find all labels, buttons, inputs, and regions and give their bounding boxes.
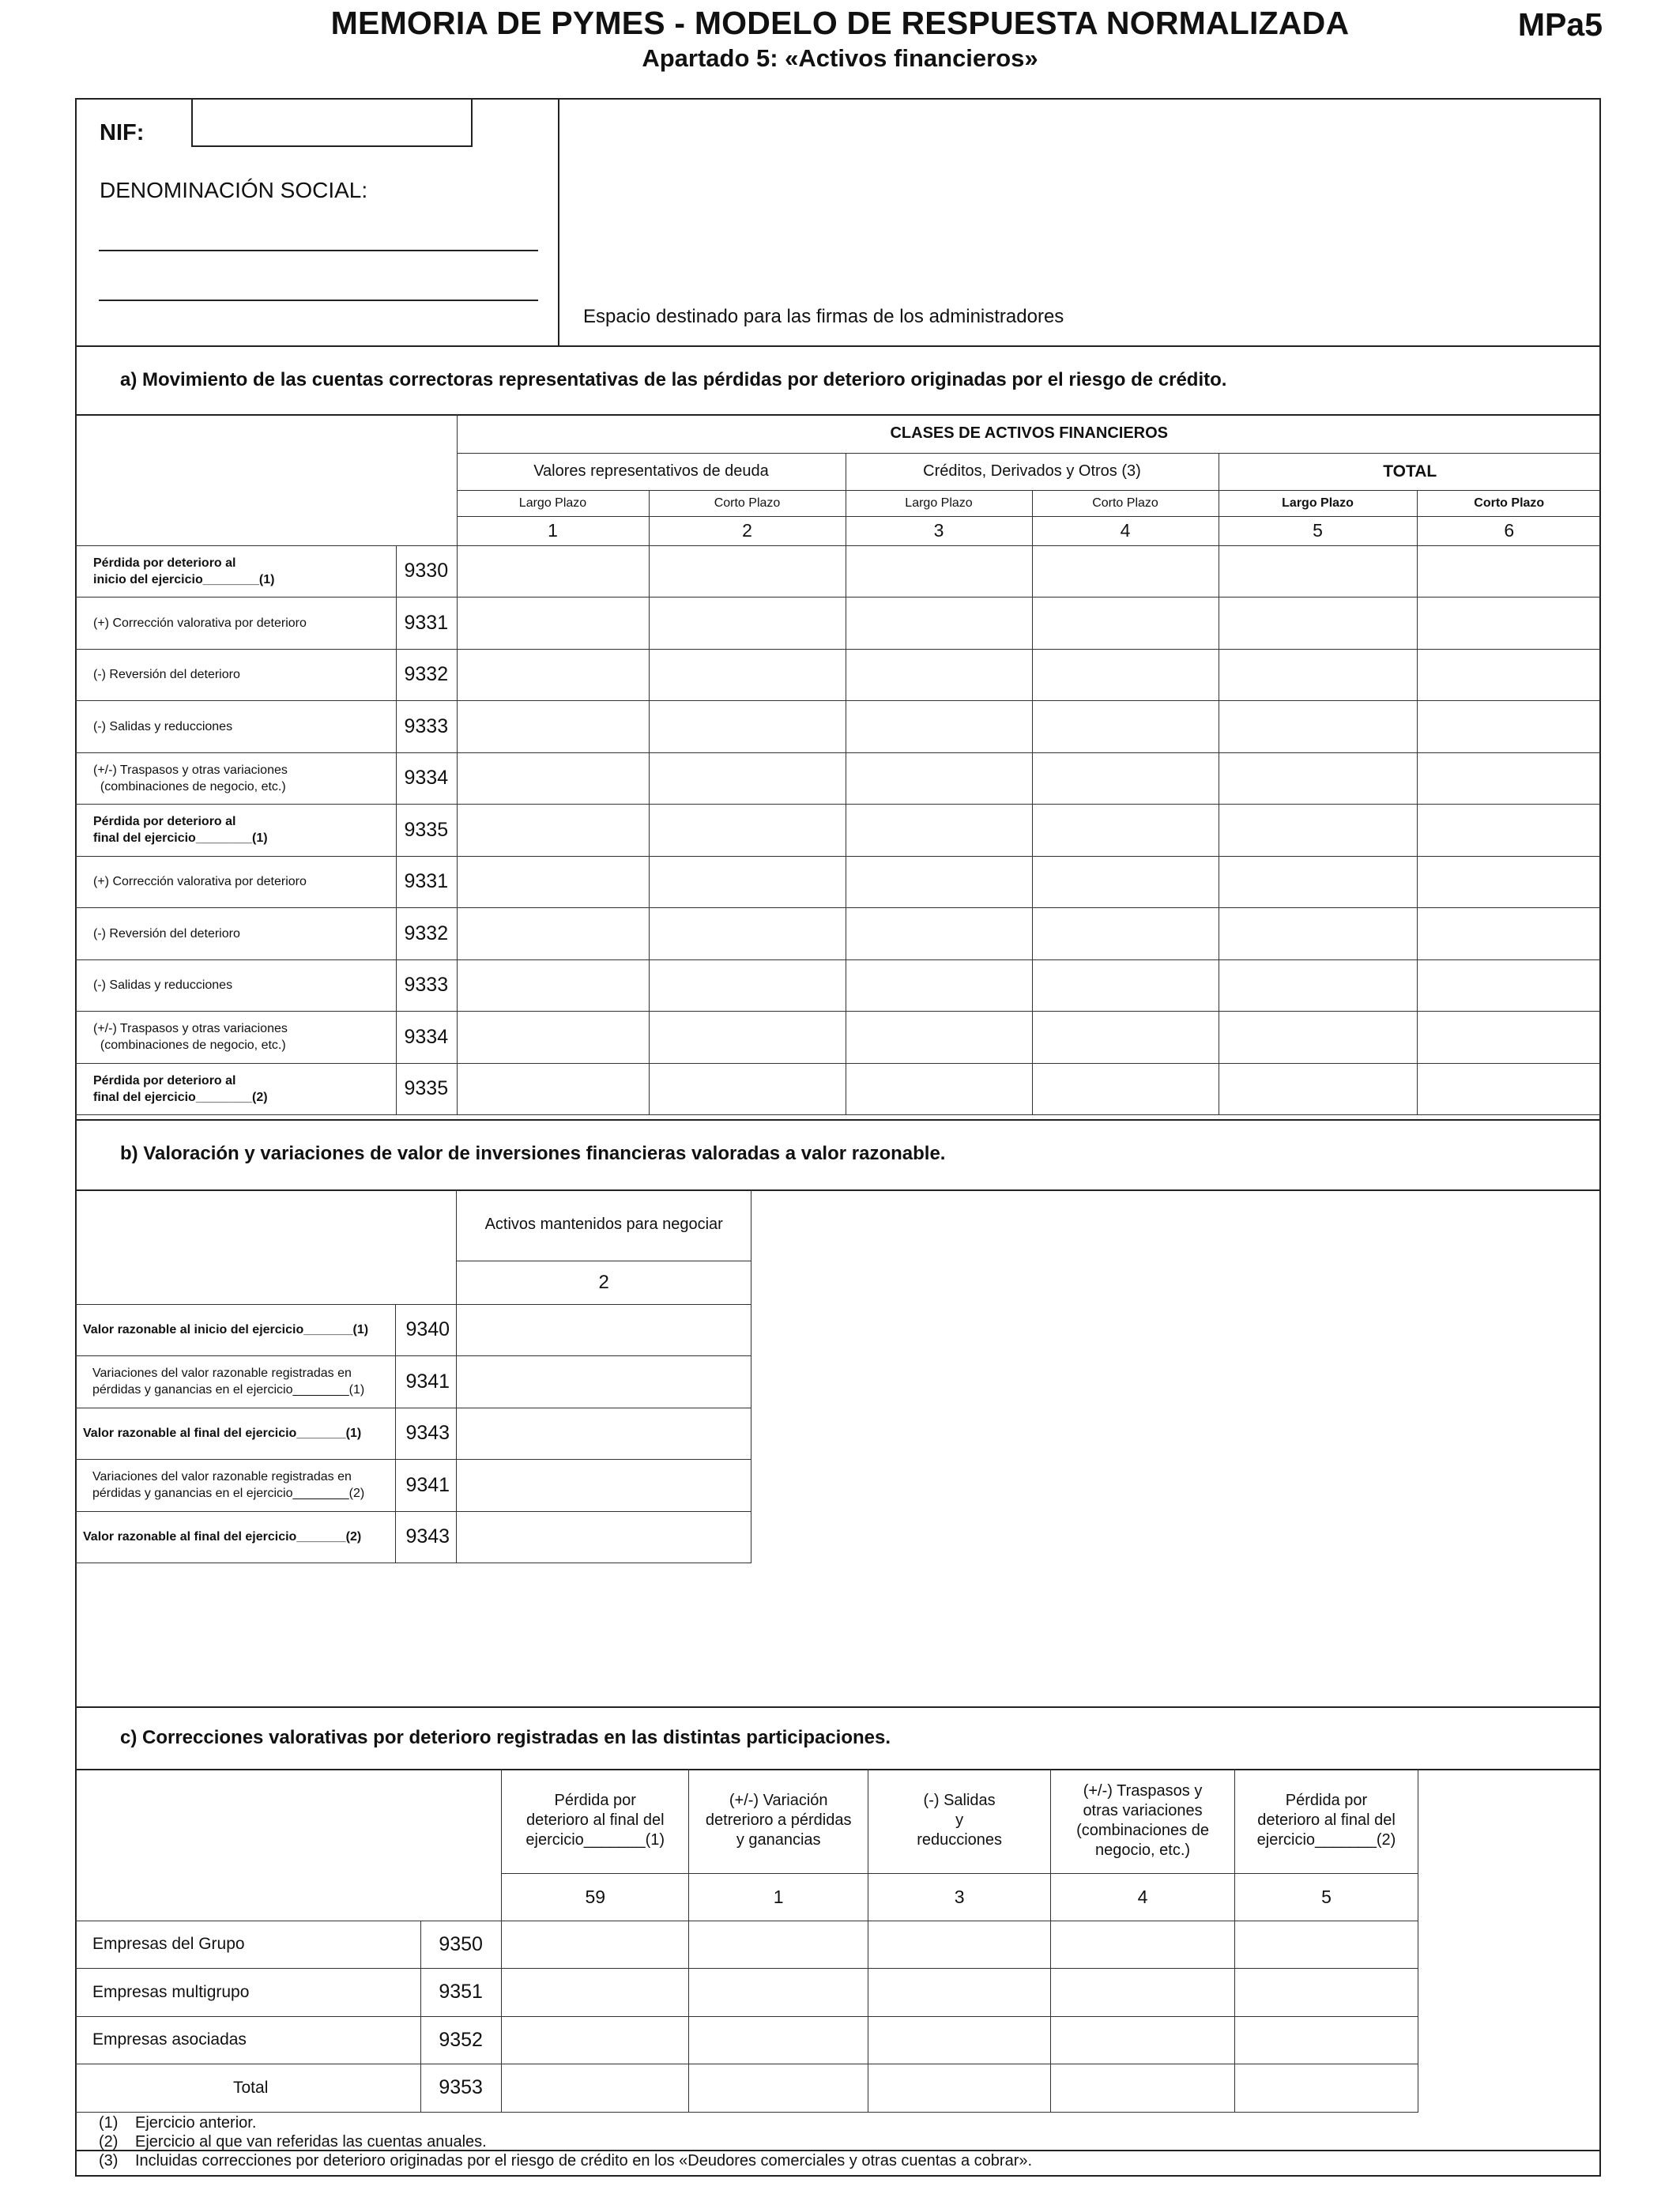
value-cell[interactable]	[649, 1063, 846, 1115]
section-c-col-number-3: 3	[868, 1873, 1051, 1921]
row-code: 9332	[396, 908, 457, 960]
value-cell[interactable]	[1417, 752, 1601, 805]
value-cell[interactable]	[1219, 1012, 1417, 1064]
value-cell[interactable]	[457, 649, 649, 701]
row-code: 9331	[396, 856, 457, 908]
section-b-table	[75, 1189, 751, 1563]
value-cell[interactable]	[868, 1969, 1051, 2017]
form-code: MPa5	[1517, 6, 1603, 43]
activos-negociar-header: Activos mantenidos para negociar	[457, 1189, 751, 1261]
section-c-col-header-3: (-) Salidas y reducciones	[868, 1769, 1051, 1873]
value-cell[interactable]	[457, 908, 649, 960]
value-cell[interactable]	[1032, 959, 1219, 1012]
value-cell[interactable]	[1219, 701, 1417, 753]
value-cell[interactable]	[457, 1012, 649, 1064]
denominacion-label: DENOMINACIÓN SOCIAL:	[100, 178, 368, 202]
value-cell[interactable]	[649, 752, 846, 805]
table-row	[75, 1304, 751, 1356]
row-code: 9341	[396, 1460, 457, 1512]
value-cell[interactable]	[502, 2016, 689, 2064]
row-label: (+) Corrección valorativa por deterioro	[75, 598, 396, 650]
value-cell[interactable]	[457, 752, 649, 805]
value-cell[interactable]	[1417, 649, 1601, 701]
table-row	[75, 649, 1601, 701]
group-valores: Valores representativos de deuda	[457, 453, 846, 490]
footnote-text: Ejercicio al que van referidas las cuentas anuales.	[135, 2133, 487, 2151]
table-row	[75, 1012, 1601, 1064]
table-row	[75, 1063, 1601, 1115]
table-row	[75, 1408, 751, 1460]
value-cell[interactable]	[457, 1511, 751, 1563]
value-cell[interactable]	[649, 701, 846, 753]
value-cell[interactable]	[502, 1969, 689, 2017]
value-cell[interactable]	[846, 805, 1032, 857]
value-cell[interactable]	[457, 1460, 751, 1512]
row-label: (-) Salidas y reducciones	[75, 959, 396, 1012]
row-label: Pérdida por deterioro al inicio del ejercicio________(1)	[75, 545, 396, 598]
value-cell[interactable]	[1235, 2016, 1418, 2064]
column-number-4: 4	[1032, 516, 1219, 545]
value-cell[interactable]	[1032, 856, 1219, 908]
section-a-table	[75, 414, 1601, 1115]
value-cell[interactable]	[1219, 752, 1417, 805]
value-cell[interactable]	[689, 1921, 868, 1969]
value-cell[interactable]	[1219, 1063, 1417, 1115]
value-cell[interactable]	[649, 649, 846, 701]
table-row	[75, 1356, 751, 1408]
row-code: 9343	[396, 1511, 457, 1563]
value-cell[interactable]	[868, 2064, 1051, 2113]
section-c-corner	[75, 1769, 502, 1921]
column-number-1: 1	[457, 516, 649, 545]
column-number-5: 5	[1219, 516, 1417, 545]
row-label: Pérdida por deterioro al final del ejercicio________(1)	[75, 805, 396, 857]
value-cell[interactable]	[1032, 649, 1219, 701]
value-cell[interactable]	[1417, 701, 1601, 753]
section-a-corner	[75, 414, 457, 545]
nif-field[interactable]	[191, 98, 473, 147]
firmas-label: Espacio destinado para las firmas de los administradores	[583, 306, 1064, 327]
table-row	[75, 1969, 1418, 2017]
table-row	[75, 856, 1601, 908]
section-b-top-rule	[75, 1119, 1601, 1121]
row-label: Variaciones del valor razonable registradas en pérdidas y ganancias en el ejercicio________(2)	[75, 1460, 396, 1512]
row-code: 9353	[421, 2064, 502, 2113]
row-label: Pérdida por deterioro al final del ejercicio________(2)	[75, 1063, 396, 1115]
section-c-title: c) Correcciones valorativas por deterioro registradas en las distintas participaciones.	[120, 1727, 891, 1748]
clases-header: CLASES DE ACTIVOS FINANCIEROS	[457, 414, 1601, 453]
value-cell[interactable]	[1032, 598, 1219, 650]
value-cell[interactable]	[1417, 856, 1601, 908]
row-code: 9333	[396, 959, 457, 1012]
value-cell[interactable]	[1032, 1012, 1219, 1064]
section-c-top-rule	[75, 1706, 1601, 1708]
group-total: TOTAL	[1219, 453, 1601, 490]
row-code: 9330	[396, 545, 457, 598]
denominacion-line-1[interactable]	[99, 220, 538, 251]
footnote-text: Incluidas correcciones por deterioro originadas por el riesgo de crédito en los «Deudores comerciales y otras cuentas a cobrar».	[135, 2152, 1033, 2169]
row-label: (+/-) Traspasos y otras variaciones (combinaciones de negocio, etc.)	[75, 752, 396, 805]
id-divider	[558, 98, 559, 346]
value-cell[interactable]	[689, 2064, 868, 2113]
value-cell[interactable]	[457, 856, 649, 908]
row-label: Empresas asociadas	[75, 2016, 421, 2064]
page-subtitle: Apartado 5: «Activos financieros»	[642, 44, 1038, 72]
value-cell[interactable]	[457, 598, 649, 650]
value-cell[interactable]	[846, 598, 1032, 650]
value-cell[interactable]	[457, 1408, 751, 1460]
subheader-col-2: Corto Plazo	[649, 490, 846, 516]
footnote-text: Ejercicio anterior.	[135, 2114, 257, 2132]
section-c-col-number-1: 59	[502, 1873, 689, 1921]
row-code: 9335	[396, 805, 457, 857]
value-cell[interactable]	[1219, 805, 1417, 857]
value-cell[interactable]	[868, 2016, 1051, 2064]
value-cell[interactable]	[502, 2064, 689, 2113]
section-c-col-number-4: 4	[1051, 1873, 1235, 1921]
value-cell[interactable]	[1417, 1012, 1601, 1064]
row-label: (-) Reversión del deterioro	[75, 649, 396, 701]
value-cell[interactable]	[846, 1012, 1032, 1064]
row-label: Empresas del Grupo	[75, 1921, 421, 1969]
id-bottom-rule	[75, 345, 1601, 347]
row-label: Total	[75, 2064, 421, 2113]
value-cell[interactable]	[846, 1063, 1032, 1115]
value-cell[interactable]	[1051, 1921, 1235, 1969]
table-row	[75, 805, 1601, 857]
row-code: 9331	[396, 598, 457, 650]
table-row	[75, 908, 1601, 960]
value-cell[interactable]	[1032, 908, 1219, 960]
value-cell[interactable]	[1219, 649, 1417, 701]
value-cell[interactable]	[1051, 2064, 1235, 2113]
value-cell[interactable]	[1417, 805, 1601, 857]
activos-negociar-number: 2	[457, 1261, 751, 1304]
section-c-col-header-5: Pérdida por deterioro al final del ejercicio_______(2)	[1235, 1769, 1418, 1873]
value-cell[interactable]	[1235, 2064, 1418, 2113]
value-cell[interactable]	[1032, 545, 1219, 598]
footnotes	[99, 2113, 1032, 2170]
subheader-col-3: Largo Plazo	[846, 490, 1032, 516]
subheader-col-5: Largo Plazo	[1219, 490, 1417, 516]
value-cell[interactable]	[649, 856, 846, 908]
row-code: 9340	[396, 1304, 457, 1356]
footnote-number: (3)	[99, 2152, 119, 2169]
column-number-2: 2	[649, 516, 846, 545]
section-c-col-header-1: Pérdida por deterioro al final del ejercicio_______(1)	[502, 1769, 689, 1873]
section-c-col-number-2: 1	[689, 1873, 868, 1921]
value-cell[interactable]	[1032, 752, 1219, 805]
value-cell[interactable]	[457, 805, 649, 857]
table-row	[75, 2064, 1418, 2113]
row-code: 9343	[396, 1408, 457, 1460]
row-label: (+/-) Traspasos y otras variaciones (combinaciones de negocio, etc.)	[75, 1012, 396, 1064]
row-label: Valor razonable al inicio del ejercicio_______(1)	[75, 1304, 396, 1356]
section-c-col-header-4: (+/-) Traspasos y otras variaciones (combinaciones de negocio, etc.)	[1051, 1769, 1235, 1873]
value-cell[interactable]	[649, 959, 846, 1012]
value-cell[interactable]	[1051, 2016, 1235, 2064]
value-cell[interactable]	[689, 1969, 868, 2017]
row-code: 9351	[421, 1969, 502, 2017]
value-cell[interactable]	[1235, 1969, 1418, 2017]
value-cell[interactable]	[1219, 959, 1417, 1012]
table-row	[75, 701, 1601, 753]
row-code: 9334	[396, 752, 457, 805]
value-cell[interactable]	[1219, 908, 1417, 960]
value-cell[interactable]	[649, 545, 846, 598]
row-label: Valor razonable al final del ejercicio_______(1)	[75, 1408, 396, 1460]
value-cell[interactable]	[1219, 856, 1417, 908]
row-label: (-) Reversión del deterioro	[75, 908, 396, 960]
value-cell[interactable]	[649, 1012, 846, 1064]
table-row	[75, 545, 1601, 598]
subheader-col-4: Corto Plazo	[1032, 490, 1219, 516]
row-code: 9332	[396, 649, 457, 701]
subheader-col-6: Corto Plazo	[1417, 490, 1601, 516]
table-row	[75, 959, 1601, 1012]
section-c-table	[75, 1769, 1418, 2113]
row-code: 9341	[396, 1356, 457, 1408]
row-code: 9334	[396, 1012, 457, 1064]
table-row	[75, 752, 1601, 805]
value-cell[interactable]	[1219, 598, 1417, 650]
table-row	[75, 2016, 1418, 2064]
row-label: Empresas multigrupo	[75, 1969, 421, 2017]
value-cell[interactable]	[846, 908, 1032, 960]
row-code: 9335	[396, 1063, 457, 1115]
row-label: Variaciones del valor razonable registradas en pérdidas y ganancias en el ejercicio________(1)	[75, 1356, 396, 1408]
value-cell[interactable]	[846, 856, 1032, 908]
row-label: (+) Corrección valorativa por deterioro	[75, 856, 396, 908]
section-a-title: a) Movimiento de las cuentas correctoras representativas de las pérdidas por deterioro originadas por el riesgo de crédito.	[120, 369, 1227, 390]
value-cell[interactable]	[846, 959, 1032, 1012]
value-cell[interactable]	[1417, 545, 1601, 598]
footnote-number: (1)	[99, 2114, 119, 2132]
section-b-corner	[75, 1189, 457, 1304]
footnote	[99, 2113, 1032, 2132]
table-row	[75, 1460, 751, 1512]
value-cell[interactable]	[457, 1063, 649, 1115]
table-row	[75, 1511, 751, 1563]
value-cell[interactable]	[649, 805, 846, 857]
footnote-number: (2)	[99, 2133, 119, 2151]
value-cell[interactable]	[1417, 598, 1601, 650]
column-number-6: 6	[1417, 516, 1601, 545]
row-label: Valor razonable al final del ejercicio_______(2)	[75, 1511, 396, 1563]
footnote	[99, 2132, 1032, 2151]
value-cell[interactable]	[649, 598, 846, 650]
value-cell[interactable]	[457, 959, 649, 1012]
subheader-col-1: Largo Plazo	[457, 490, 649, 516]
section-b-title: b) Valoración y variaciones de valor de inversiones financieras valoradas a valor razonable.	[120, 1143, 946, 1164]
value-cell[interactable]	[689, 2016, 868, 2064]
section-c-col-header-2: (+/-) Variación detrerioro a pérdidas y ganancias	[689, 1769, 868, 1873]
denominacion-line-2[interactable]	[99, 270, 538, 301]
table-row	[75, 1921, 1418, 1969]
section-c-col-number-5: 5	[1235, 1873, 1418, 1921]
value-cell[interactable]	[1032, 701, 1219, 753]
value-cell[interactable]	[846, 701, 1032, 753]
table-row	[75, 598, 1601, 650]
value-cell[interactable]	[868, 1921, 1051, 1969]
value-cell[interactable]	[457, 1304, 751, 1356]
row-code: 9350	[421, 1921, 502, 1969]
row-code: 9352	[421, 2016, 502, 2064]
row-code: 9333	[396, 701, 457, 753]
value-cell[interactable]	[1417, 908, 1601, 960]
value-cell[interactable]	[1051, 1969, 1235, 2017]
column-number-3: 3	[846, 516, 1032, 545]
value-cell[interactable]	[1417, 1063, 1601, 1115]
nif-label: NIF:	[100, 120, 145, 145]
value-cell[interactable]	[457, 545, 649, 598]
value-cell[interactable]	[649, 908, 846, 960]
value-cell[interactable]	[846, 752, 1032, 805]
value-cell[interactable]	[1032, 1063, 1219, 1115]
value-cell[interactable]	[1219, 545, 1417, 598]
row-label: (-) Salidas y reducciones	[75, 701, 396, 753]
value-cell[interactable]	[1417, 959, 1601, 1012]
value-cell[interactable]	[1032, 805, 1219, 857]
group-creditos: Créditos, Derivados y Otros (3)	[846, 453, 1219, 490]
footnote	[99, 2151, 1032, 2170]
value-cell[interactable]	[502, 1921, 689, 1969]
value-cell[interactable]	[457, 701, 649, 753]
value-cell[interactable]	[457, 1356, 751, 1408]
page-title: MEMORIA DE PYMES - MODELO DE RESPUESTA NORMALIZADA	[330, 5, 1350, 41]
value-cell[interactable]	[846, 545, 1032, 598]
value-cell[interactable]	[846, 649, 1032, 701]
value-cell[interactable]	[1235, 1921, 1418, 1969]
